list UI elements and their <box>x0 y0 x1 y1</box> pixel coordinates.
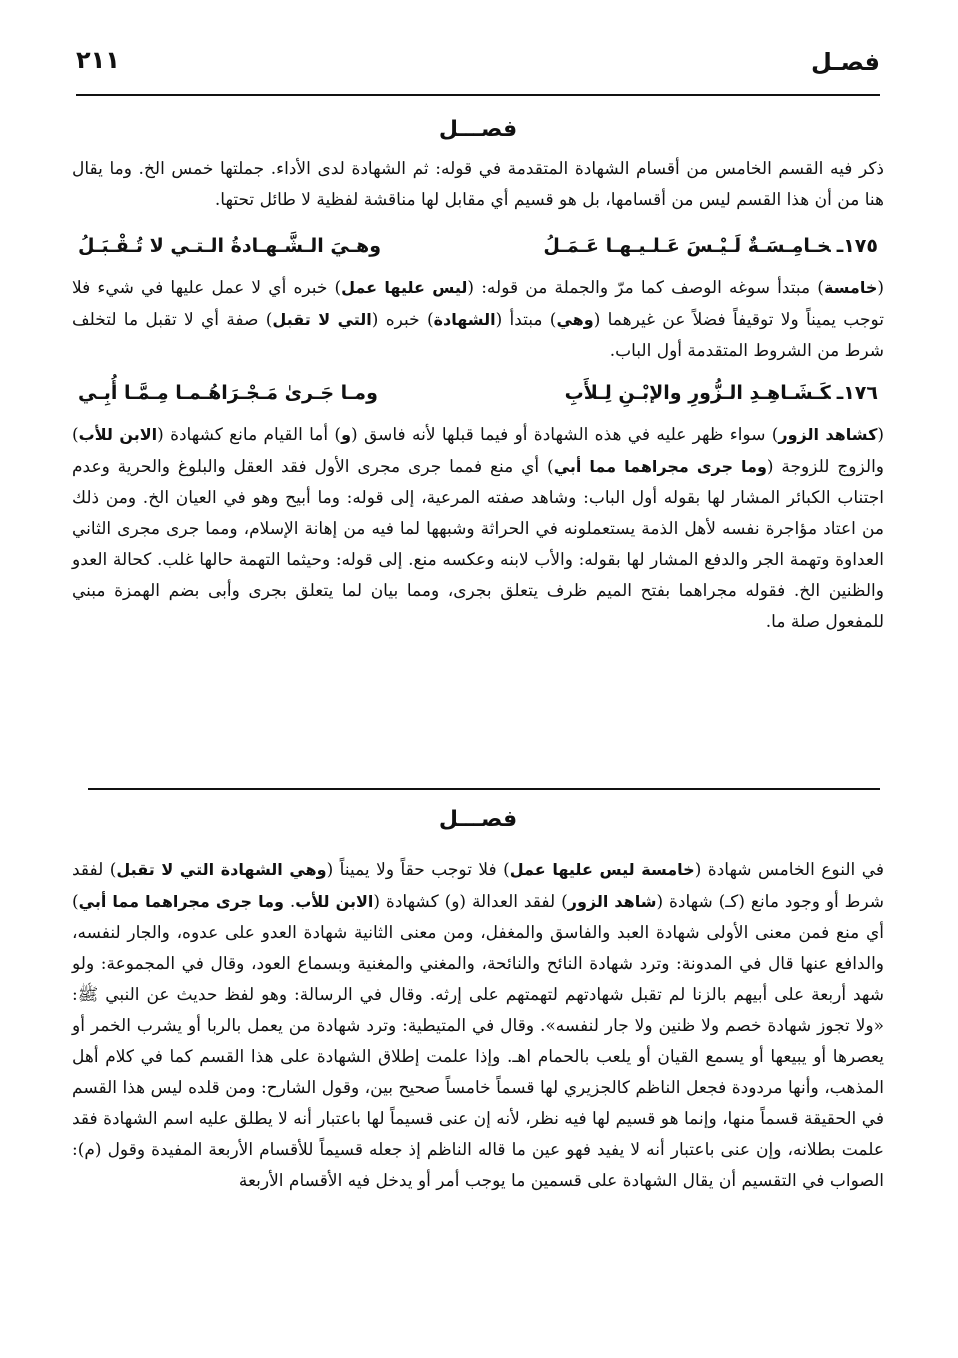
verse-second-hemistich: وهـيَ الـشَّـهـادةُ الـتـي لا تُـقْـبَـلُ <box>78 235 382 257</box>
verse-number: ١٧٦ـ <box>836 382 878 404</box>
verse-176 <box>72 371 884 415</box>
section-two-paragraph: في النوع الخامس شهادة (خامسة ليس عليها عمل) فلا توجب حقاً ولا يميناً (وهي الشهادة التي لا تقبل) لفقد شرط أو وجود مانع (كـ) شهادة (شاهد الزور) لفقد العدالة (و) كشهادة (الابن للأب. وما جرى مجراهما مما أبي) أي منع فمن معنى الأولى شهادة العبد والفاسق والمغفل، ومن معنى الثانية شهادة العدو على عدوه، والجار لنفسه، والدافع عنها قال في المدونة: وترد شهادة النائح والنائحة، والمغني والمغنية وبسماع العود، وقال في المجموعة: ولو شهد أربعة على أبيهم بالزنا لم تقبل شهادتهم لتهمتهم على إرثه. وقال في الرسالة: وهو لفظ حديث عن النبي ﷺ: «ولا تجوز شهادة خصم ولا ظنين ولا جار لنفسه». وقال في المتيطية: وترد شهادة من يعمل بالربا أو يشرب الخمر أو يعصرها أو يبيعها أو يسمع القيان أو يلعب بالحمام اهـ. وإذا علمت إطلاق الشهادة على هذا القسم كما في كلام أهل المذهب، وأنها مردودة فجعل الناظم كالجزيري لها قسماً خامساً صحيح بين، وقول الشارح: ومن قلده ليس هذا القسم في الحقيقة قسماً منها، وإنما هو قسيم لها فيه نظر، لأنه إن عنى قسيماً لها باعتبار أنه لا يطلق عليه اسم الشهادة فقد علمت بطلانه، وإن عنى باعتبار أنه لا يفيد فهو عين ما قاله الناظم إذ جعله قسيماً للأقسام الأربعة المفيدة وقول (م): الصواب في التقسيم أن يقال الشهادة على قسمين ما يوجب أمر أو يدخل فيه الأقسام الأربعة <box>72 860 885 1191</box>
running-title: فصـل <box>811 48 880 76</box>
section-divider <box>88 788 880 790</box>
section-two <box>72 800 884 1197</box>
verse-first-hemistich: ١٧٥ـخـامِـسَـةٌ لَـيْـسَ عَـلـيـهـا عَـمَـلُ <box>543 235 878 257</box>
commentary-176: (كشاهد الزور) سواء ظهر عليه في هذه الشهادة أو فيما قبلها لأنه فاسق (و) أما القيام مانع كشهادة (الابن للأب) والزوج للزوجة (وما جرى مجراهما مما أبي) أي منع فمما جرى مجرى الأول فقد العقل والبلوغ والحرية وعدم اجتناب الكبائر المشار لها بقوله أول الباب: وشاهد صفته المرعية، إلى قوله: وما أبيح وهو في العيان الخ. ومن ذلك من اعتاد مؤاجرة نفسه لأهل الذمة يستعملونه في الحراثة وشبهها لما فيه من إهانة الإسلام، ومما جرى مجرى الثاني العداوة وتهمة الجر والدفع المشار لها بقوله: والأب لابنه وعكسه منع. إلى قوله: وحيثما التهمة حالها غلب. كحالة العدو والظنين الخ. فقوله مجراهما بفتح الميم ظرف يتعلق بجرى، ومما بيان لما يتعلق بجرى وأبى بضم الهمزة مبني للمفعول صلة ما. <box>72 425 885 632</box>
section-heading: فصـــل <box>438 807 518 832</box>
verse-first-hemistich: ١٧٦ـكَـشَـاهِـدِ الـزُّورِ والإبْـنِ لِـلأَبِ <box>564 382 878 404</box>
section-heading: فصـــل <box>438 117 518 142</box>
verse-175 <box>72 224 884 268</box>
intro-paragraph: ذكر فيه القسم الخامس من أقسام الشهادة المتقدمة في قوله: ثم الشهادة لدى الأداء. جملتها خمس الخ. وما يقال هنا من أن هذا القسم ليس من أقسامها، بل هو قسيم أي مقابل لها مناقشة لفظية لا طائل تحتها. <box>72 159 884 210</box>
page-number: ٢١١ <box>76 46 120 74</box>
verse-second-hemistich: ومـا جَـرىٰ مَـجْـرَاهُـمـا مِـمَّـا أُبِـي <box>78 382 378 404</box>
page-header <box>76 40 880 96</box>
verse-number: ١٧٥ـ <box>836 235 878 257</box>
commentary-175: (خامسة) مبتدأ سوغه الوصف كما مرّ والجملة من قوله: (ليس عليها عمل) خبره أي لا عمل عليها في شيء فلا توجب يميناً ولا توقيفاً فضلاً عن غيرهما (وهي) مبتدأ (الشهادة) خبره (التي لا تقبل) صفة أي لا تقبل ما لتخلف شرط من الشروط المتقدمة أول الباب. <box>72 278 885 361</box>
section-one <box>72 110 884 638</box>
